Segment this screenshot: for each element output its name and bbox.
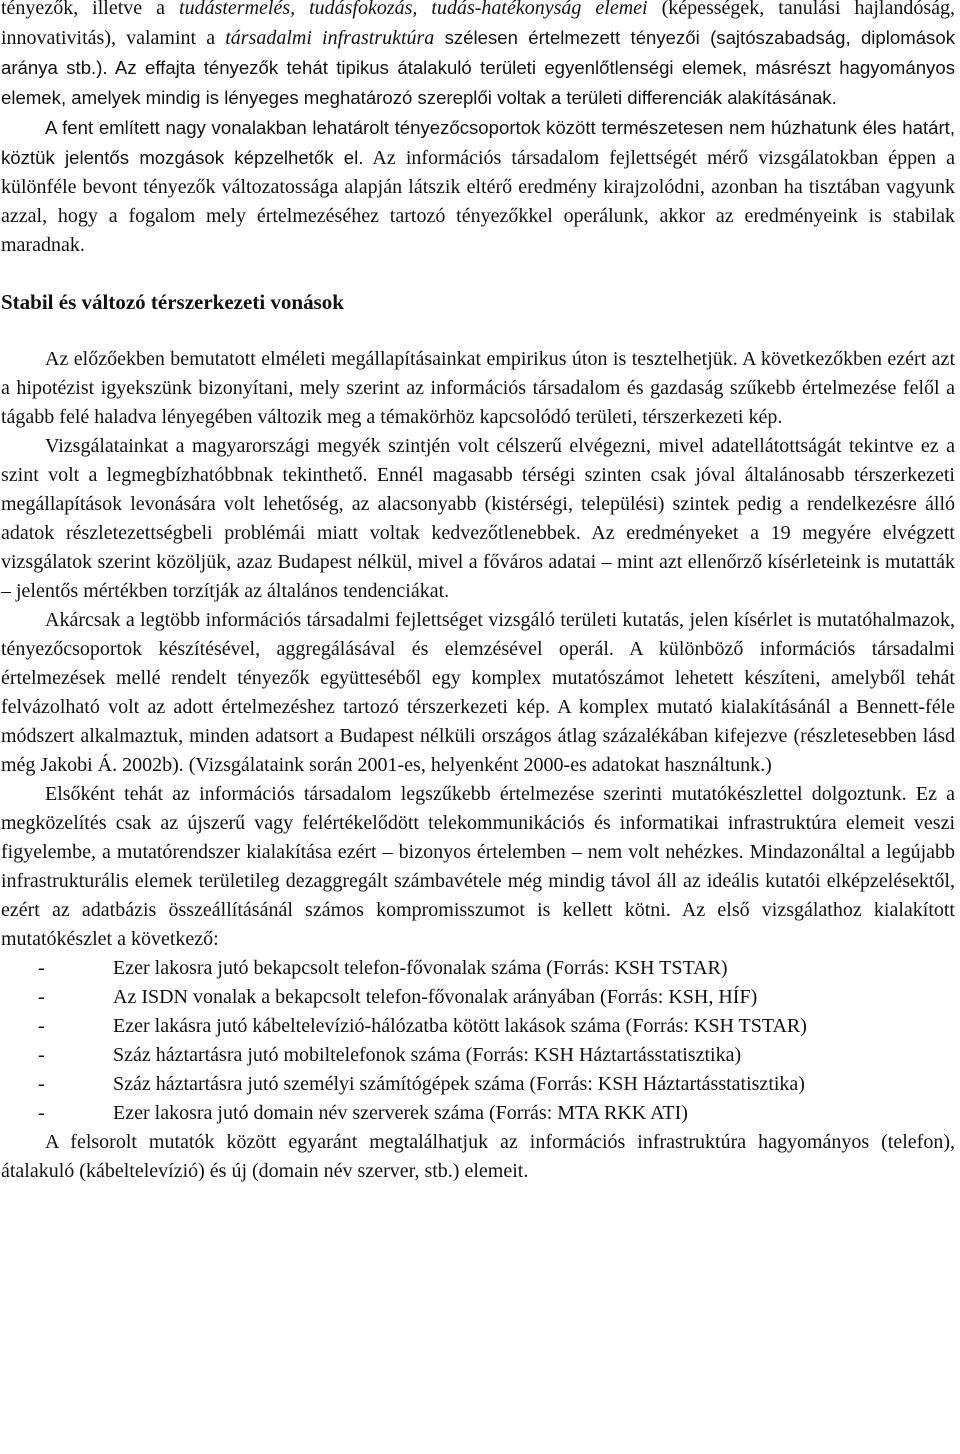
paragraph-factor-groups-serif: Az információs társadalom fejlettségét mérő vizsgálatokban éppen a különféle bevont tényezők változatossága alapján látszik eltérő eredmény kirajzolódni, azonban ha tisztában vagyunk azzal, hogy a fogalom mely értelmezéséhez tartozó tényezőkkel operálunk, akkor az eredményeink is stabilak maradnak. <box>1 147 955 256</box>
list-item-text: Ezer lakásra jutó kábeltelevízió-hálózatba kötött lakások száma (Forrás: KSH TSTAR) <box>113 1015 807 1037</box>
paragraph-method: Akárcsak a legtöbb információs társadalmi fejlettséget vizsgáló területi kutatás, jelen kísérlet is mutatóhalmazok, tényezőcsoportok készítésével, aggregálásával és elemzésével operál. A különböző információs társadalmi értelmezések mellé rendelt tényezők együtteséből egy komplex mutatószámot lehetett készíteni, amelyből tehát felvázolható volt az adott értelmezéshez tartozó térszerkezeti kép. A komplex mutató kialakításánál a Bennett-féle módszert alkalmaztuk, minden adatsort a Budapest nélküli országos átlag százalékában kifejezve (részletesebben lásd még Jakobi Á. 2002b). (Vizsgálataink során 2001-es, helyenként 2000-es adatokat használtunk.) <box>1 609 955 776</box>
document-page <box>1 0 955 1186</box>
list-item <box>1 983 955 1012</box>
list-item <box>1 1099 955 1128</box>
list-dash: - <box>38 957 45 979</box>
paragraph-intro-text-middle: (képességek, tanulási hajlandóság, innovativitás), valamint a <box>1 0 956 49</box>
list-item-text: Száz háztartásra jutó mobiltelefonok száma (Forrás: KSH Háztartásstatisztika) <box>113 1044 742 1066</box>
list-item-text: Ezer lakosra jutó bekapcsolt telefon-fővonalak száma (Forrás: KSH TSTAR) <box>113 957 728 979</box>
list-item <box>1 1012 955 1041</box>
list-dash: - <box>38 1044 45 1066</box>
paragraph-county-level: Vizsgálatainkat a magyarországi megyék szintjén volt célszerű elvégezni, mivel adatellátottságát tekintve ez a szint volt a legmegbízhatóbbnak tekinthető. Ennél magasabb térségi szinten csak jóval általánosabb térszerkezeti megállapítások levonására volt lehetőség, az alacsonyabb (kistérségi, települési) szintek pedig a rendelkezésre álló adatok részletezettségbeli problémái miatt voltak kedvezőtlenebbek. Az eredményeket a 19 megyére elvégzett vizsgálatok szerint közöljük, azaz Budapest nélkül, mivel a főváros adatai – mint azt ellenőrző kísérleteink is mutatták – jelentős mértékben torzítják az általános tendenciákat. <box>1 435 955 602</box>
paragraph-hypothesis: Az előzőekben bemutatott elméleti megállapításainkat empirikus úton is tesztelhetjük. A következőkben ezért azt a hipotézist igyekszünk bizonyítani, mely szerint az információs társadalom és gazdaság szűkebb értelmezése felől a tágabb felé haladva lényegében változik meg a témakörhöz kapcsolódó területi, térszerkezeti kép. <box>1 348 955 428</box>
list-item <box>1 1041 955 1070</box>
paragraph-narrow-definition: Elsőként tehát az információs társadalom legszűkebb értelmezése szerinti mutatókészlettel dolgoztunk. Ez a megközelítés csak az újszerű vagy felértékelődött telekommunikációs és informatikai infrastruktúra elemeit veszi figyelembe, a mutatórendszer kialakítása ezért – bizonyos értelemben – nem volt nehézkes. Mindazonáltal a legújabb infrastrukturális elemek területileg dezaggregált számbavétele még mindig távol áll az ideális kutatói elképzelésektől, ezért az adatbázis összeállításánál számos kompromisszumot is kellett kötni. Az első vizsgálathoz kialakított mutatókészlet a következő: <box>1 783 955 950</box>
list-dash: - <box>38 1073 45 1095</box>
paragraph-intro-text-end: szélesen értelmezett tényezői (sajtószabadság, diplomások aránya stb.). Az effajta tényezők tehát tipikus átalakuló területi egyenlőtlenségi elemek, másrészt hagyományos elemek, amelyek mindig is lényeges meghatározó szereplői voltak a területi differenciák alakításának. <box>1 27 955 108</box>
list-item-text: Száz háztartásra jutó személyi számítógépek száma (Forrás: KSH Háztartásstatisztika) <box>113 1073 805 1095</box>
list-dash: - <box>38 986 45 1008</box>
italic-term-infrastructure: társadalmi infrastruktúra <box>225 27 435 49</box>
paragraph-listed-indicators: A felsorolt mutatók között egyaránt megtalálhatjuk az információs infrastruktúra hagyományos (telefon), átalakuló (kábeltelevízió) és új (domain név szerver, stb.) elemeit. <box>1 1131 955 1182</box>
paragraph-intro <box>1 0 955 113</box>
italic-term-knowledge: tudástermelés, tudásfokozás, tudás-hatékonyság elemei <box>179 0 648 19</box>
list-item <box>1 954 955 983</box>
list-item-text: Ezer lakosra jutó domain név szerverek száma (Forrás: MTA RKK ATI) <box>113 1102 688 1124</box>
list-dash: - <box>38 1102 45 1124</box>
paragraph-factor-groups <box>1 113 955 260</box>
paragraph-factor-groups-sans: A fent említett nagy vonalakban lehatárolt tényezőcsoportok között természetesen nem húzhatunk éles határt, köztük jelentős mozgások képzelhetők el. <box>1 117 955 168</box>
paragraph-intro-text-start: tényezők, illetve a <box>1 0 180 19</box>
list-item <box>1 1070 955 1099</box>
section-heading: Stabil és változó térszerkezeti vonások <box>1 290 344 314</box>
indicator-list <box>1 954 955 1128</box>
list-dash: - <box>38 1015 45 1037</box>
list-item-text: Az ISDN vonalak a bekapcsolt telefon-fővonalak arányában (Forrás: KSH, HÍF) <box>113 986 758 1008</box>
